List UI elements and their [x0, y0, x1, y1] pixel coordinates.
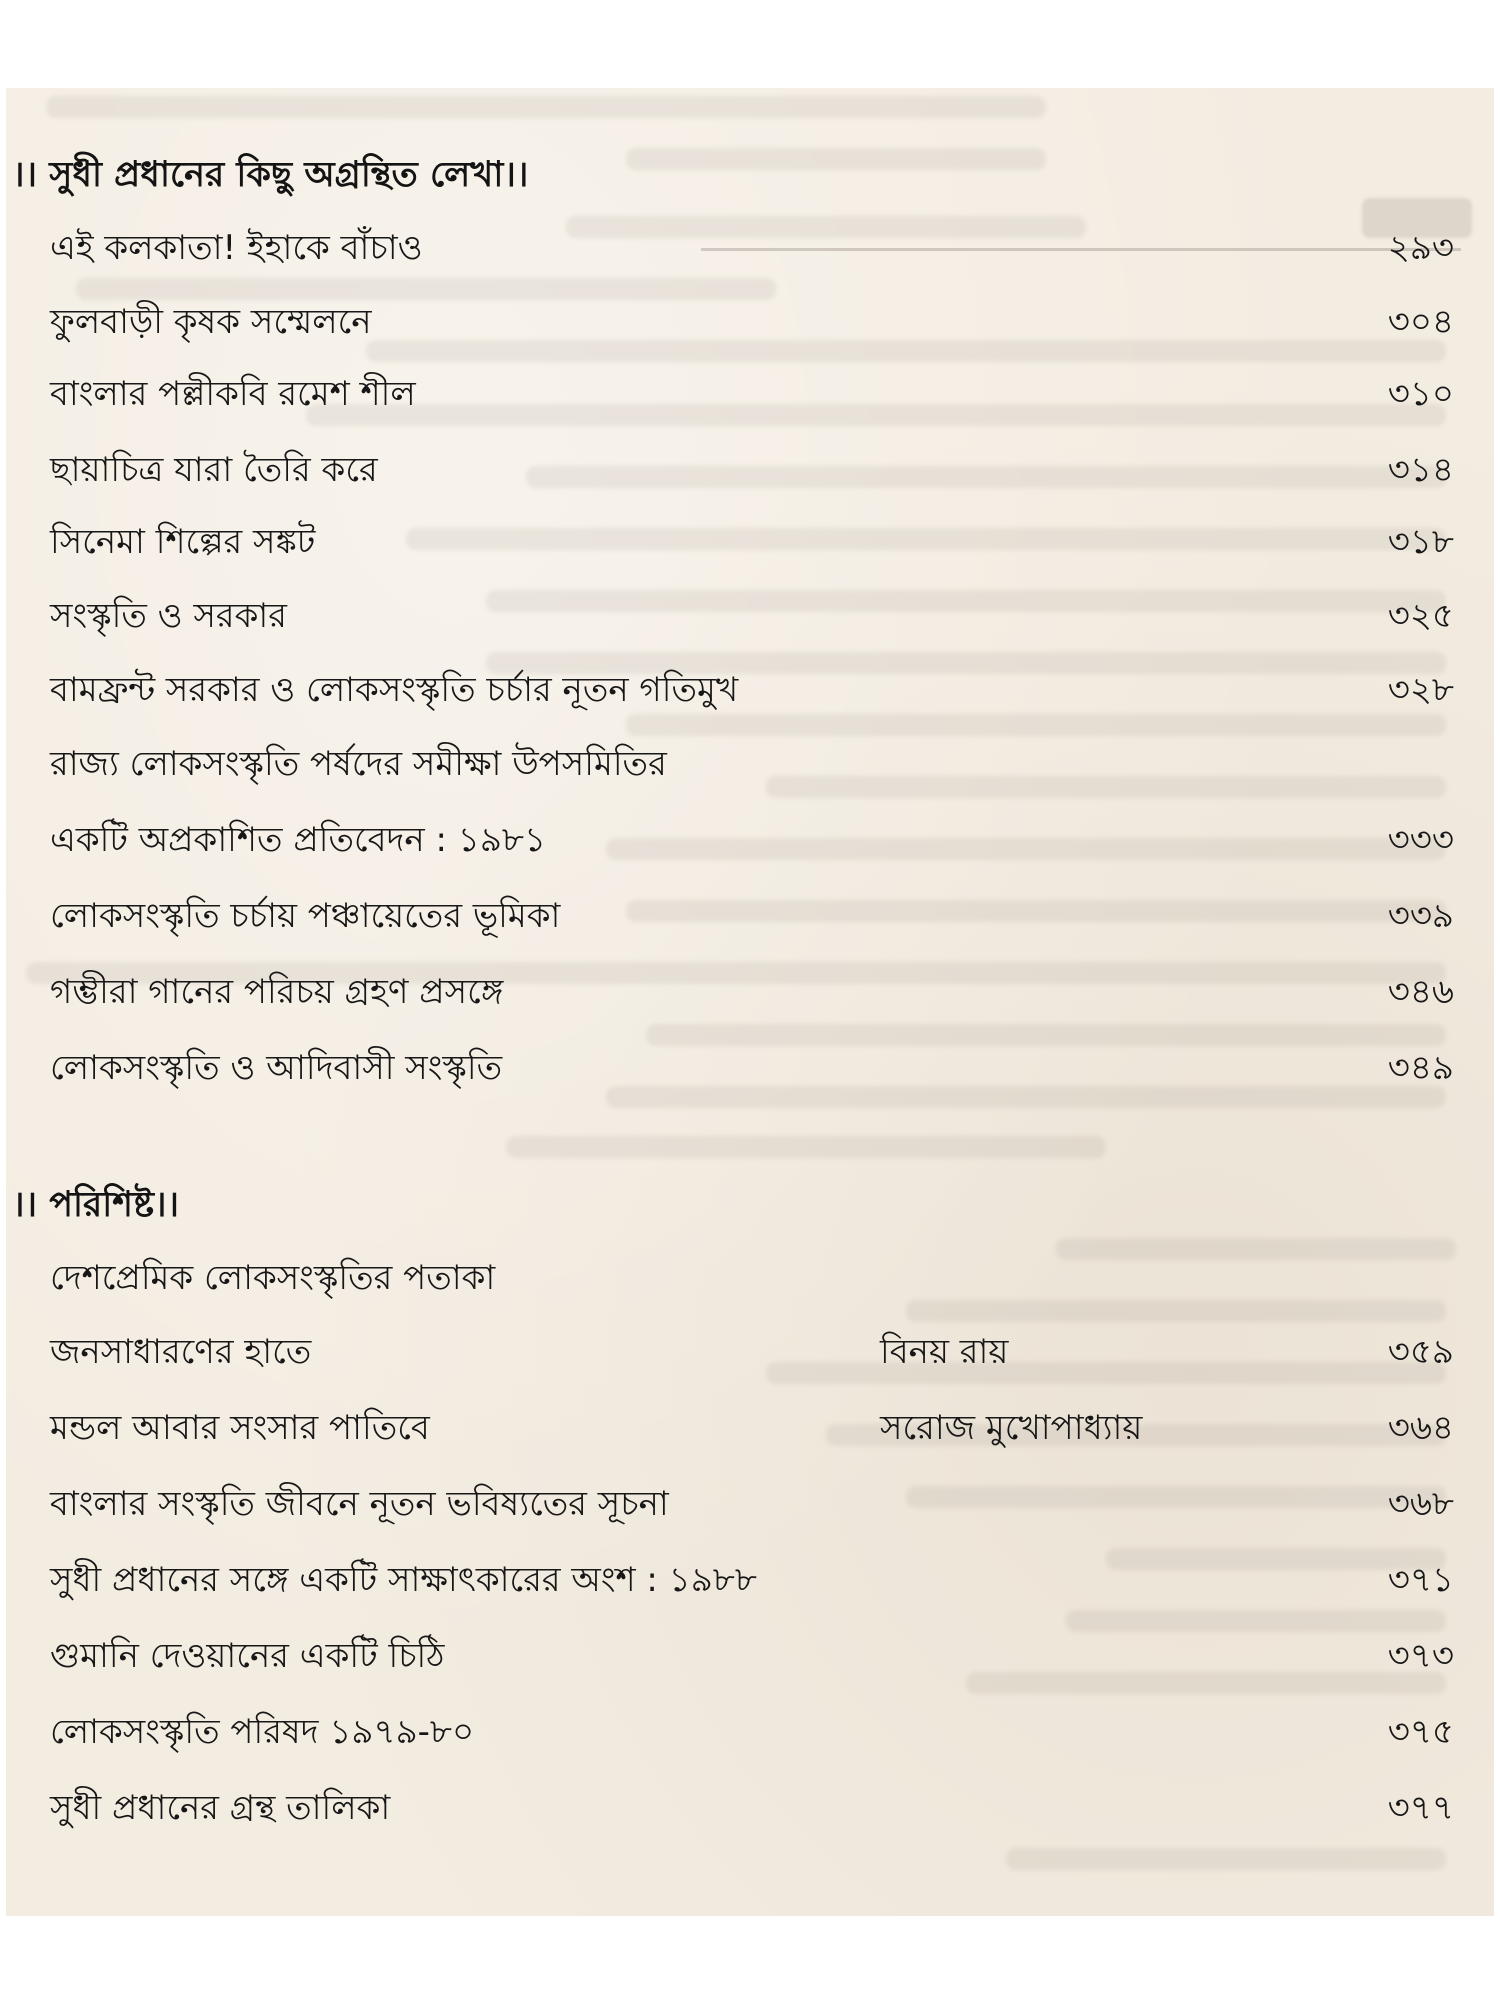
- toc-entry[interactable]: [50, 1256, 1454, 1300]
- toc-entry[interactable]: [50, 1046, 1454, 1090]
- toc-entry[interactable]: [50, 594, 1454, 638]
- toc-entry-page: ৩৪৬: [1387, 972, 1454, 1012]
- toc-entry-title: লোকসংস্কৃতি পরিষদ ১৯৭৯-৮০: [50, 1712, 475, 1752]
- toc-entry[interactable]: [50, 818, 1454, 862]
- toc-entry[interactable]: [50, 448, 1454, 492]
- section-heading-appendix: ।। পরিশিষ্ট।।: [12, 1185, 179, 1225]
- toc-entry-title: রাজ্য লোকসংস্কৃতি পর্ষদের সমীক্ষা উপসমিতির: [50, 744, 667, 784]
- toc-entry-title: গম্ভীরা গানের পরিচয় গ্রহণ প্রসঙ্গে: [50, 972, 504, 1012]
- toc-entry-page: ৩৩৯: [1387, 896, 1454, 936]
- toc-entry-author: বিনয় রায়: [880, 1332, 1009, 1372]
- toc-entry-title: বাংলার সংস্কৃতি জীবনে নূতন ভবিষ্যতের সূচনা: [50, 1484, 669, 1524]
- toc-entry-title: লোকসংস্কৃতি ও আদিবাসী সংস্কৃতি: [50, 1048, 503, 1088]
- toc-entry-page: ৩২৮: [1387, 670, 1454, 710]
- toc-entry-title: বাংলার পল্লীকবি রমেশ শীল: [50, 374, 416, 414]
- toc-entry[interactable]: [50, 742, 1454, 786]
- toc-entry-page: ৩৩৩: [1387, 820, 1454, 860]
- toc-entry-title: গুমানি দেওয়ানের একটি চিঠি: [50, 1636, 445, 1676]
- toc-entry-title: ফুলবাড়ী কৃষক সম্মেলনে: [50, 302, 372, 342]
- toc-entry-title: দেশপ্রেমিক লোকসংস্কৃতির পতাকা: [50, 1258, 496, 1298]
- toc-entry-page: ৩৭৭: [1387, 1788, 1454, 1828]
- toc-entry[interactable]: [50, 1330, 1454, 1374]
- toc-entry[interactable]: [50, 372, 1454, 416]
- toc-entry-title: সুধী প্রধানের গ্রন্থ তালিকা: [50, 1788, 391, 1828]
- toc-entry[interactable]: [50, 1558, 1454, 1602]
- toc-entry-page: ৩১০: [1387, 374, 1454, 414]
- toc-entry[interactable]: [50, 970, 1454, 1014]
- toc-entry-page: ৩৫৯: [1387, 1332, 1454, 1372]
- toc-entry[interactable]: [50, 894, 1454, 938]
- toc-entry-page: ৩৪৯: [1387, 1048, 1454, 1088]
- section-heading-uncollected-writings: ।। সুধী প্রধানের কিছু অগ্রন্থিত লেখা।।: [12, 155, 529, 195]
- toc-entry-page: ৩১৮: [1387, 522, 1454, 562]
- toc-entry[interactable]: [50, 668, 1454, 712]
- toc-entry[interactable]: [50, 300, 1454, 344]
- toc-entry-page: ৩৬৪: [1387, 1408, 1454, 1448]
- toc-entry-page: ৩০৪: [1387, 302, 1454, 342]
- toc-entry-page: ৩৭৫: [1387, 1712, 1454, 1752]
- toc-entry-title: ছায়াচিত্র যারা তৈরি করে: [50, 450, 378, 490]
- toc-entry-page: ৩১৪: [1387, 450, 1454, 490]
- toc-entry[interactable]: [50, 1482, 1454, 1526]
- toc-entry[interactable]: [50, 1406, 1454, 1450]
- toc-entry[interactable]: [50, 226, 1454, 270]
- toc-entry-author: সরোজ মুখোপাধ্যায়: [880, 1408, 1143, 1448]
- toc-entry-page: ৩৭১: [1387, 1560, 1454, 1600]
- toc-entry[interactable]: [50, 1786, 1454, 1830]
- toc-entry-title: বামফ্রন্ট সরকার ও লোকসংস্কৃতি চর্চার নূতন গতিমুখ: [50, 670, 739, 710]
- book-page: [6, 88, 1494, 1916]
- toc-entry-page: ৩২৫: [1387, 596, 1454, 636]
- toc-entry-title: এই কলকাতা! ইহাকে বাঁচাও: [50, 228, 423, 268]
- toc-entry-title: সুধী প্রধানের সঙ্গে একটি সাক্ষাৎকারের অংশ : ১৯৮৮: [50, 1560, 757, 1600]
- toc-entry-title: সংস্কৃতি ও সরকার: [50, 596, 287, 636]
- toc-entry-title: জনসাধারণের হাতে: [50, 1332, 312, 1372]
- toc-entry-page: ৩৭৩: [1387, 1636, 1454, 1676]
- toc-entry[interactable]: [50, 1634, 1454, 1678]
- toc-entry-title: লোকসংস্কৃতি চর্চায় পঞ্চায়েতের ভূমিকা: [50, 896, 561, 936]
- toc-entry-page: ২৯৩: [1387, 228, 1454, 268]
- toc-entry-title: একটি অপ্রকাশিত প্রতিবেদন : ১৯৮১: [50, 820, 547, 860]
- toc-entry[interactable]: [50, 520, 1454, 564]
- toc-entry-page: ৩৬৮: [1387, 1484, 1454, 1524]
- toc-entry-title: মন্ডল আবার সংসার পাতিবে: [50, 1408, 430, 1448]
- toc-entry[interactable]: [50, 1710, 1454, 1754]
- toc-entry-title: সিনেমা শিল্পের সঙ্কট: [50, 522, 316, 562]
